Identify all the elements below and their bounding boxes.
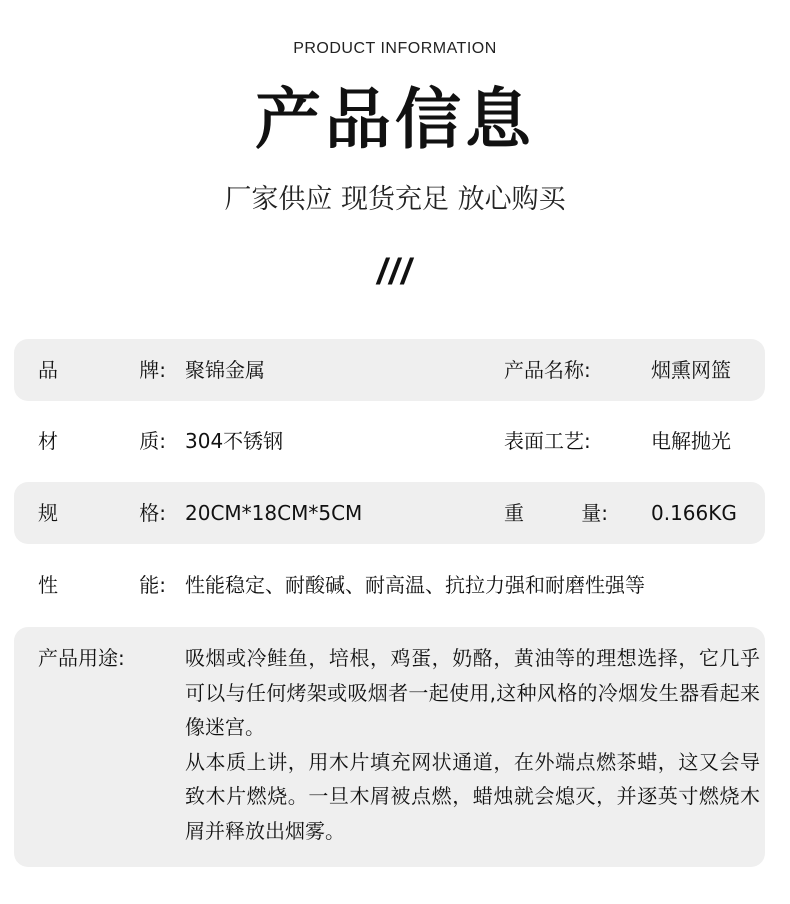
material-label-tail: 质: (139, 429, 166, 453)
performance-label-tail: 能: (139, 573, 166, 597)
product-name-value: 烟熏网篮 (651, 358, 731, 382)
product-name-label: 产品名称: (504, 358, 591, 382)
surface-label: 表面工艺: (504, 429, 591, 453)
eyebrow-text: PRODUCT INFORMATION (293, 40, 497, 57)
surface-value: 电解抛光 (651, 429, 731, 453)
page-title: 产品信息 (255, 81, 535, 158)
brand-label-tail: 牌: (139, 358, 166, 382)
usage-paragraph-1: 吸烟或冷鲑鱼，培根，鸡蛋，奶酪，黄油等的理想选择，它几乎可以与任何烤架或吸烟者一起使用,这种风格的冷烟发生器看起来像迷宫。 (185, 646, 760, 739)
info-row-brand (14, 339, 765, 401)
info-row-usage (14, 627, 765, 867)
performance-label-char: 性 (38, 573, 58, 597)
usage-label: 产品用途: (38, 646, 125, 670)
info-row-performance (14, 554, 765, 616)
material-label (38, 424, 166, 458)
material-label-char: 材 (38, 429, 58, 453)
weight-label (504, 496, 608, 530)
material-value: 304不锈钢 (185, 429, 284, 453)
brand-value: 聚锦金属 (185, 358, 265, 382)
brand-label-char: 品 (38, 358, 58, 382)
spec-label (38, 496, 166, 530)
slash-divider: /// (376, 251, 413, 292)
spec-value: 20CM*18CM*5CM (185, 501, 363, 525)
performance-label (38, 568, 166, 602)
weight-label-char: 重 (504, 501, 524, 525)
info-row-material (14, 410, 765, 472)
usage-paragraph-2: 从本质上讲，用木片填充网状通道，在外端点燃茶蜡，这又会导致木片燃烧。一旦木屑被点燃，蜡烛就会熄灭，并逐英寸燃烧木屑并释放出烟雾。 (185, 749, 760, 843)
page-subtitle: 厂家供应 现货充足 放心购买 (224, 184, 566, 215)
info-row-spec (14, 482, 765, 544)
performance-value: 性能稳定、耐酸碱、耐高温、抗拉力强和耐磨性强等 (185, 573, 645, 597)
weight-label-tail: 量: (581, 501, 608, 525)
brand-label (38, 353, 166, 387)
spec-label-char: 规 (38, 501, 58, 525)
usage-description (185, 641, 760, 848)
spec-label-tail: 格: (139, 501, 166, 525)
weight-value: 0.166KG (651, 501, 737, 525)
